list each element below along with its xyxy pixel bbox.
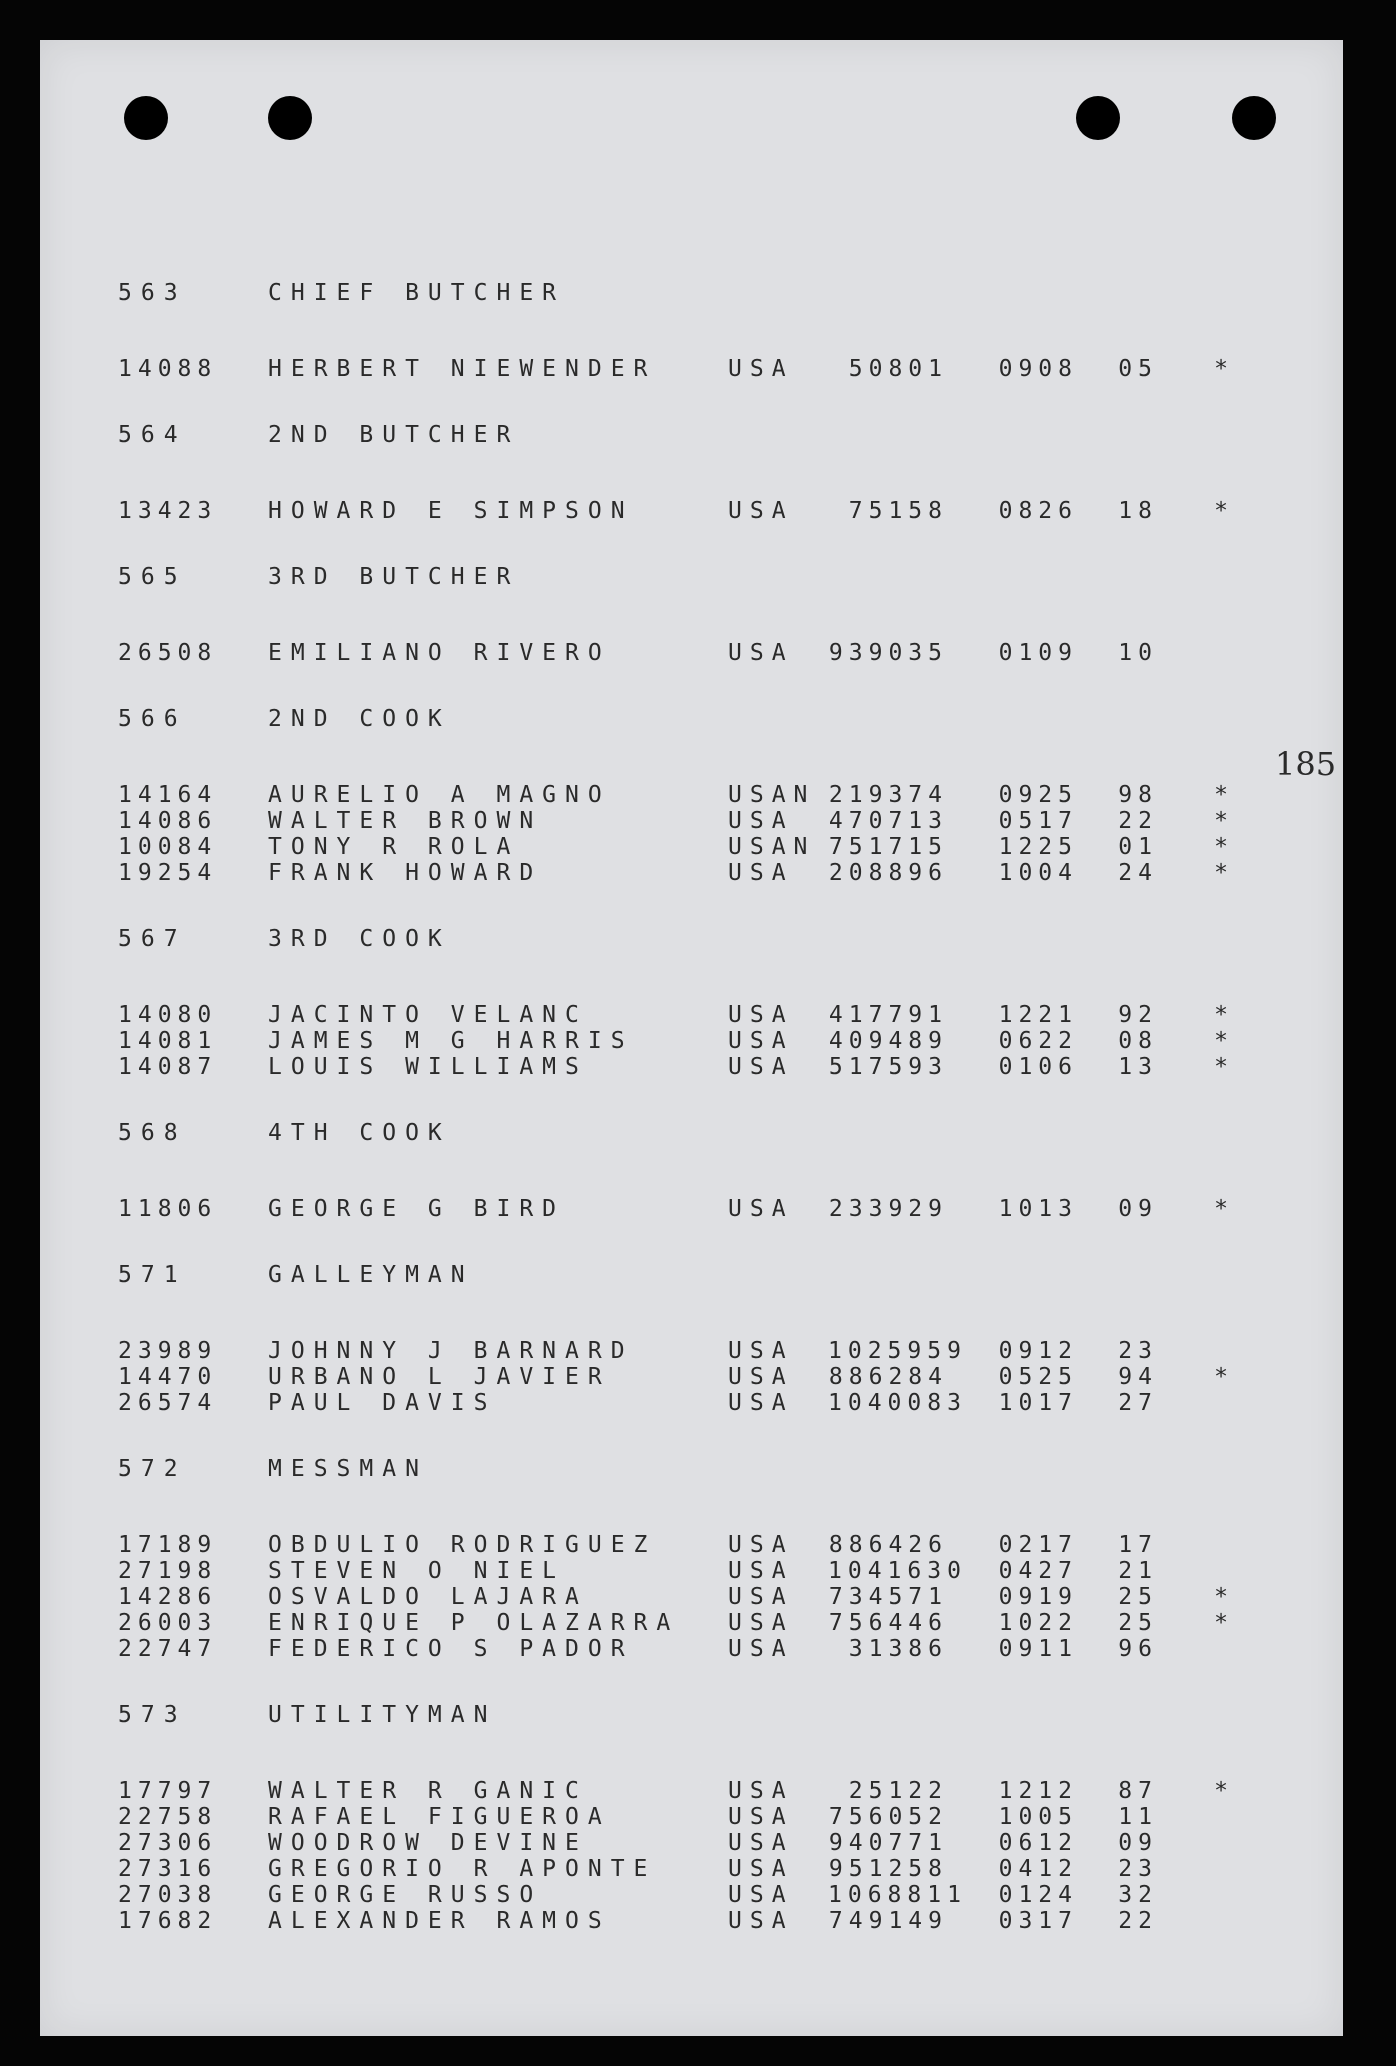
crew-name: WOODROW DEVINE bbox=[268, 1830, 588, 1856]
crew-id: 13423 bbox=[118, 498, 218, 524]
crew-name: FRANK HOWARD bbox=[268, 860, 543, 886]
crew-value: 17 bbox=[1118, 1532, 1158, 1558]
crew-number: 208896 bbox=[828, 860, 948, 886]
crew-country: USA bbox=[728, 1856, 794, 1882]
crew-number: 734571 bbox=[828, 1584, 948, 1610]
section-title: 4TH COOK bbox=[268, 1120, 451, 1146]
crew-mark: * bbox=[1214, 1002, 1228, 1028]
crew-code: 0908 bbox=[998, 356, 1078, 382]
job-section bbox=[118, 564, 1303, 666]
crew-code: 1017 bbox=[998, 1390, 1078, 1416]
crew-value: 27 bbox=[1118, 1390, 1158, 1416]
crew-name: ALEXANDER RAMOS bbox=[268, 1908, 611, 1934]
crew-country: USA bbox=[728, 498, 794, 524]
crew-row bbox=[118, 808, 1303, 834]
crew-number: 951258 bbox=[828, 1856, 948, 1882]
crew-row bbox=[118, 1636, 1303, 1662]
crew-code: 0124 bbox=[998, 1882, 1078, 1908]
section-code: 563 bbox=[118, 280, 187, 306]
document-page bbox=[40, 40, 1343, 2036]
crew-name: FEDERICO S PADOR bbox=[268, 1636, 634, 1662]
crew-id: 26003 bbox=[118, 1610, 218, 1636]
crew-number: 1041630 bbox=[828, 1558, 967, 1584]
crew-code: 0911 bbox=[998, 1636, 1078, 1662]
crew-id: 23989 bbox=[118, 1338, 218, 1364]
crew-row bbox=[118, 1196, 1303, 1222]
crew-code: 0427 bbox=[998, 1558, 1078, 1584]
crew-value: 13 bbox=[1118, 1054, 1158, 1080]
crew-name: LOUIS WILLIAMS bbox=[268, 1054, 588, 1080]
crew-country: USAN bbox=[728, 834, 816, 860]
section-header bbox=[118, 1262, 1303, 1292]
crew-mark: * bbox=[1214, 782, 1228, 808]
section-code: 564 bbox=[118, 422, 187, 448]
section-code: 566 bbox=[118, 706, 187, 732]
crew-value: 18 bbox=[1118, 498, 1158, 524]
crew-row bbox=[118, 1804, 1303, 1830]
crew-value: 32 bbox=[1118, 1882, 1158, 1908]
crew-code: 0612 bbox=[998, 1830, 1078, 1856]
crew-country: USAN bbox=[728, 782, 816, 808]
crew-code: 0109 bbox=[998, 640, 1078, 666]
crew-value: 92 bbox=[1118, 1002, 1158, 1028]
crew-country: USA bbox=[728, 1054, 794, 1080]
crew-number: 470713 bbox=[828, 808, 948, 834]
crew-name: JAMES M G HARRIS bbox=[268, 1028, 634, 1054]
crew-row bbox=[118, 1054, 1303, 1080]
crew-number: 1068811 bbox=[828, 1882, 967, 1908]
punch-hole-2 bbox=[268, 96, 312, 140]
crew-row bbox=[118, 1584, 1303, 1610]
crew-country: USA bbox=[728, 1636, 794, 1662]
crew-number: 886284 bbox=[828, 1364, 948, 1390]
crew-row bbox=[118, 498, 1303, 524]
crew-number: 25122 bbox=[848, 1778, 948, 1804]
crew-country: USA bbox=[728, 1532, 794, 1558]
crew-mark: * bbox=[1214, 498, 1228, 524]
crew-number: 751715 bbox=[828, 834, 948, 860]
crew-mark: * bbox=[1214, 356, 1228, 382]
section-title: GALLEYMAN bbox=[268, 1262, 474, 1288]
crew-row bbox=[118, 356, 1303, 382]
crew-mark: * bbox=[1214, 1028, 1228, 1054]
crew-mark: * bbox=[1214, 808, 1228, 834]
crew-country: USA bbox=[728, 1584, 794, 1610]
job-section bbox=[118, 280, 1303, 382]
crew-value: 23 bbox=[1118, 1856, 1158, 1882]
crew-country: USA bbox=[728, 1196, 794, 1222]
crew-mark: * bbox=[1214, 1610, 1228, 1636]
crew-country: USA bbox=[728, 1338, 794, 1364]
crew-name: EMILIANO RIVERO bbox=[268, 640, 611, 666]
crew-mark bbox=[1158, 1636, 1228, 1662]
crew-name: GREGORIO R APONTE bbox=[268, 1856, 657, 1882]
crew-row bbox=[118, 1558, 1303, 1584]
crew-value: 98 bbox=[1118, 782, 1158, 808]
crew-mark: * bbox=[1214, 1196, 1228, 1222]
crew-value: 08 bbox=[1118, 1028, 1158, 1054]
crew-value: 96 bbox=[1118, 1636, 1158, 1662]
crew-value: 94 bbox=[1118, 1364, 1158, 1390]
crew-number: 517593 bbox=[828, 1054, 948, 1080]
crew-code: 1022 bbox=[998, 1610, 1078, 1636]
crew-number: 1025959 bbox=[828, 1338, 967, 1364]
crew-name: ENRIQUE P OLAZARRA bbox=[268, 1610, 680, 1636]
crew-id: 17682 bbox=[118, 1908, 218, 1934]
crew-country: USA bbox=[728, 1830, 794, 1856]
crew-id: 27198 bbox=[118, 1558, 218, 1584]
crew-mark bbox=[1158, 1338, 1228, 1364]
crew-value: 22 bbox=[1118, 1908, 1158, 1934]
crew-value: 21 bbox=[1118, 1558, 1158, 1584]
crew-mark bbox=[1158, 1558, 1228, 1584]
crew-name: AURELIO A MAGNO bbox=[268, 782, 611, 808]
job-section bbox=[118, 706, 1303, 886]
crew-mark bbox=[1158, 1804, 1228, 1830]
crew-number: 219374 bbox=[828, 782, 948, 808]
crew-id: 22758 bbox=[118, 1804, 218, 1830]
crew-code: 1221 bbox=[998, 1002, 1078, 1028]
crew-country: USA bbox=[728, 1908, 794, 1934]
crew-code: 1005 bbox=[998, 1804, 1078, 1830]
crew-name: TONY R ROLA bbox=[268, 834, 520, 860]
crew-code: 0217 bbox=[998, 1532, 1078, 1558]
crew-country: USA bbox=[728, 1610, 794, 1636]
crew-country: USA bbox=[728, 1804, 794, 1830]
crew-number: 31386 bbox=[848, 1636, 948, 1662]
punch-hole-1 bbox=[124, 96, 168, 140]
crew-row bbox=[118, 1364, 1303, 1390]
crew-name: GEORGE RUSSO bbox=[268, 1882, 543, 1908]
crew-code: 0925 bbox=[998, 782, 1078, 808]
crew-id: 11806 bbox=[118, 1196, 218, 1222]
section-code: 571 bbox=[118, 1262, 187, 1288]
crew-value: 11 bbox=[1118, 1804, 1158, 1830]
crew-mark bbox=[1158, 1532, 1228, 1558]
crew-id: 14081 bbox=[118, 1028, 218, 1054]
section-title: MESSMAN bbox=[268, 1456, 428, 1482]
crew-row bbox=[118, 1830, 1303, 1856]
section-header bbox=[118, 1702, 1303, 1732]
crew-row bbox=[118, 1532, 1303, 1558]
crew-name: RAFAEL FIGUEROA bbox=[268, 1804, 611, 1830]
crew-code: 0317 bbox=[998, 1908, 1078, 1934]
crew-country: USA bbox=[728, 1390, 794, 1416]
crew-name: STEVEN O NIEL bbox=[268, 1558, 566, 1584]
crew-name: OSVALDO LAJARA bbox=[268, 1584, 588, 1610]
crew-id: 14080 bbox=[118, 1002, 218, 1028]
crew-country: USA bbox=[728, 808, 794, 834]
crew-number: 233929 bbox=[828, 1196, 948, 1222]
crew-id: 14164 bbox=[118, 782, 218, 808]
crew-code: 1225 bbox=[998, 834, 1078, 860]
section-header bbox=[118, 280, 1303, 310]
crew-mark: * bbox=[1214, 1364, 1228, 1390]
crew-value: 09 bbox=[1118, 1196, 1158, 1222]
crew-name: JOHNNY J BARNARD bbox=[268, 1338, 634, 1364]
crew-code: 0826 bbox=[998, 498, 1078, 524]
section-code: 573 bbox=[118, 1702, 187, 1728]
crew-row bbox=[118, 1610, 1303, 1636]
crew-value: 25 bbox=[1118, 1584, 1158, 1610]
crew-row bbox=[118, 1002, 1303, 1028]
section-header bbox=[118, 706, 1303, 736]
crew-value: 24 bbox=[1118, 860, 1158, 886]
crew-id: 14087 bbox=[118, 1054, 218, 1080]
crew-value: 25 bbox=[1118, 1610, 1158, 1636]
crew-list bbox=[118, 280, 1303, 1974]
section-title: CHIEF BUTCHER bbox=[268, 280, 566, 306]
crew-mark: * bbox=[1214, 1584, 1228, 1610]
job-section bbox=[118, 1702, 1303, 1934]
crew-number: 1040083 bbox=[828, 1390, 967, 1416]
crew-number: 409489 bbox=[828, 1028, 948, 1054]
crew-value: 23 bbox=[1118, 1338, 1158, 1364]
crew-code: 0106 bbox=[998, 1054, 1078, 1080]
crew-code: 0412 bbox=[998, 1856, 1078, 1882]
crew-code: 1004 bbox=[998, 860, 1078, 886]
crew-id: 27316 bbox=[118, 1856, 218, 1882]
crew-id: 26508 bbox=[118, 640, 218, 666]
crew-name: URBANO L JAVIER bbox=[268, 1364, 611, 1390]
crew-code: 0912 bbox=[998, 1338, 1078, 1364]
crew-number: 939035 bbox=[828, 640, 948, 666]
crew-mark bbox=[1158, 1390, 1228, 1416]
crew-name: WALTER R GANIC bbox=[268, 1778, 588, 1804]
section-header bbox=[118, 1456, 1303, 1486]
crew-row bbox=[118, 1882, 1303, 1908]
crew-id: 19254 bbox=[118, 860, 218, 886]
crew-number: 886426 bbox=[828, 1532, 948, 1558]
crew-country: USA bbox=[728, 1778, 794, 1804]
crew-mark: * bbox=[1214, 1778, 1228, 1804]
section-title: 2ND BUTCHER bbox=[268, 422, 520, 448]
crew-code: 0525 bbox=[998, 1364, 1078, 1390]
crew-value: 10 bbox=[1118, 640, 1158, 666]
crew-number: 75158 bbox=[848, 498, 948, 524]
crew-row bbox=[118, 860, 1303, 886]
crew-value: 09 bbox=[1118, 1830, 1158, 1856]
crew-value: 01 bbox=[1118, 834, 1158, 860]
crew-id: 14086 bbox=[118, 808, 218, 834]
crew-mark bbox=[1158, 640, 1228, 666]
crew-number: 756052 bbox=[828, 1804, 948, 1830]
crew-code: 0517 bbox=[998, 808, 1078, 834]
crew-number: 940771 bbox=[828, 1830, 948, 1856]
crew-code: 0622 bbox=[998, 1028, 1078, 1054]
crew-country: USA bbox=[728, 356, 794, 382]
job-section bbox=[118, 926, 1303, 1080]
section-title: 2ND COOK bbox=[268, 706, 451, 732]
job-section bbox=[118, 1456, 1303, 1662]
crew-country: USA bbox=[728, 1028, 794, 1054]
job-section bbox=[118, 1120, 1303, 1222]
crew-row bbox=[118, 1856, 1303, 1882]
crew-row bbox=[118, 1778, 1303, 1804]
section-header bbox=[118, 422, 1303, 452]
crew-value: 22 bbox=[1118, 808, 1158, 834]
crew-code: 1013 bbox=[998, 1196, 1078, 1222]
crew-row bbox=[118, 640, 1303, 666]
section-code: 567 bbox=[118, 926, 187, 952]
crew-country: USA bbox=[728, 860, 794, 886]
crew-country: USA bbox=[728, 640, 794, 666]
crew-mark bbox=[1158, 1830, 1228, 1856]
crew-country: USA bbox=[728, 1882, 794, 1908]
crew-number: 417791 bbox=[828, 1002, 948, 1028]
crew-row bbox=[118, 1338, 1303, 1364]
crew-number: 756446 bbox=[828, 1610, 948, 1636]
section-code: 572 bbox=[118, 1456, 187, 1482]
section-code: 568 bbox=[118, 1120, 187, 1146]
crew-mark: * bbox=[1214, 860, 1228, 886]
section-header bbox=[118, 564, 1303, 594]
crew-mark bbox=[1158, 1856, 1228, 1882]
crew-name: OBDULIO RODRIGUEZ bbox=[268, 1532, 657, 1558]
job-section bbox=[118, 422, 1303, 524]
section-header bbox=[118, 926, 1303, 956]
crew-name: HERBERT NIEWENDER bbox=[268, 356, 657, 382]
crew-id: 14470 bbox=[118, 1364, 218, 1390]
crew-id: 27038 bbox=[118, 1882, 218, 1908]
crew-row bbox=[118, 834, 1303, 860]
crew-id: 17797 bbox=[118, 1778, 218, 1804]
section-title: UTILITYMAN bbox=[268, 1702, 497, 1728]
section-header bbox=[118, 1120, 1303, 1150]
crew-row bbox=[118, 782, 1303, 808]
crew-value: 05 bbox=[1118, 356, 1158, 382]
crew-mark bbox=[1158, 1882, 1228, 1908]
section-title: 3RD BUTCHER bbox=[268, 564, 520, 590]
crew-number: 50801 bbox=[848, 356, 948, 382]
crew-name: GEORGE G BIRD bbox=[268, 1196, 566, 1222]
job-section bbox=[118, 1262, 1303, 1416]
section-title: 3RD COOK bbox=[268, 926, 451, 952]
crew-mark: * bbox=[1214, 1054, 1228, 1080]
punch-hole-3 bbox=[1076, 96, 1120, 140]
section-code: 565 bbox=[118, 564, 187, 590]
crew-id: 22747 bbox=[118, 1636, 218, 1662]
crew-country: USA bbox=[728, 1364, 794, 1390]
crew-id: 26574 bbox=[118, 1390, 218, 1416]
crew-id: 17189 bbox=[118, 1532, 218, 1558]
crew-mark bbox=[1158, 1908, 1228, 1934]
crew-name: JACINTO VELANC bbox=[268, 1002, 588, 1028]
crew-row bbox=[118, 1908, 1303, 1934]
punch-hole-4 bbox=[1232, 96, 1276, 140]
crew-name: WALTER BROWN bbox=[268, 808, 543, 834]
crew-row bbox=[118, 1028, 1303, 1054]
crew-name: PAUL DAVIS bbox=[268, 1390, 497, 1416]
crew-id: 14286 bbox=[118, 1584, 218, 1610]
crew-id: 27306 bbox=[118, 1830, 218, 1856]
crew-name: HOWARD E SIMPSON bbox=[268, 498, 634, 524]
crew-value: 87 bbox=[1118, 1778, 1158, 1804]
crew-mark: * bbox=[1214, 834, 1228, 860]
crew-number: 749149 bbox=[828, 1908, 948, 1934]
crew-country: USA bbox=[728, 1002, 794, 1028]
crew-code: 0919 bbox=[998, 1584, 1078, 1610]
crew-country: USA bbox=[728, 1558, 794, 1584]
crew-id: 10084 bbox=[118, 834, 218, 860]
page-number: 185 bbox=[1275, 745, 1337, 783]
crew-row bbox=[118, 1390, 1303, 1416]
crew-code: 1212 bbox=[998, 1778, 1078, 1804]
crew-id: 14088 bbox=[118, 356, 218, 382]
